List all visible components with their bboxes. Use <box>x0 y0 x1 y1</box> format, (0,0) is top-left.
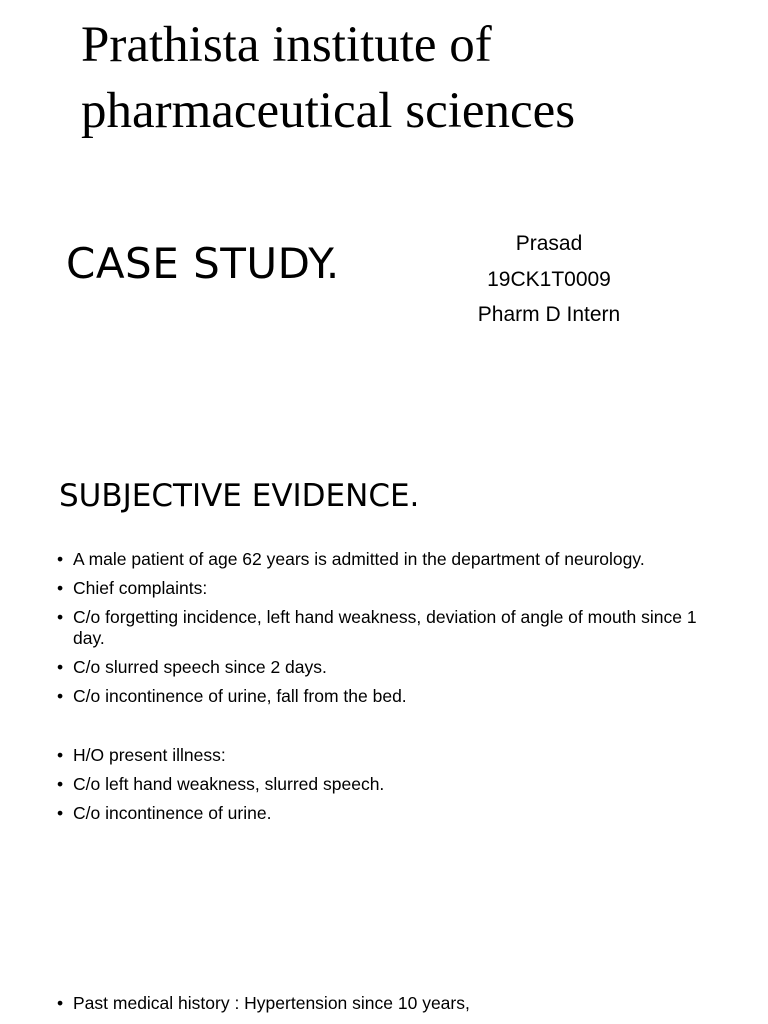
list-item: • C/o forgetting incidence, left hand weakness, deviation of angle of mouth since 1 day. <box>57 607 697 649</box>
section-heading: SUBJECTIVE EVIDENCE. <box>59 478 420 514</box>
title-slide <box>0 0 768 440</box>
past-history-list <box>57 993 697 1022</box>
presenter-info <box>440 226 658 333</box>
list-item: • Past medical history : Hypertension since 10 years, <box>57 993 697 1014</box>
list-item: • C/o left hand weakness, slurred speech. <box>57 774 697 795</box>
list-item: • C/o slurred speech since 2 days. <box>57 657 697 678</box>
institution-title: Prathista institute of pharmaceutical sciences <box>81 17 576 139</box>
present-illness-list <box>57 745 697 832</box>
presenter-name: Prasad <box>515 232 583 255</box>
complaints-list <box>57 549 697 715</box>
subjective-evidence-slide <box>0 440 768 1024</box>
list-item: • C/o incontinence of urine, fall from the bed. <box>57 686 697 707</box>
list-item: • C/o incontinence of urine. <box>57 803 697 824</box>
presenter-role: Pharm D Intern <box>477 303 621 326</box>
list-item: • A male patient of age 62 years is admitted in the department of neurology. <box>57 549 697 570</box>
list-item: • Chief complaints: <box>57 578 697 599</box>
case-study-title: CASE STUDY. <box>66 239 340 288</box>
list-item: • H/O present illness: <box>57 745 697 766</box>
presenter-id: 19CK1T0009 <box>487 267 611 291</box>
